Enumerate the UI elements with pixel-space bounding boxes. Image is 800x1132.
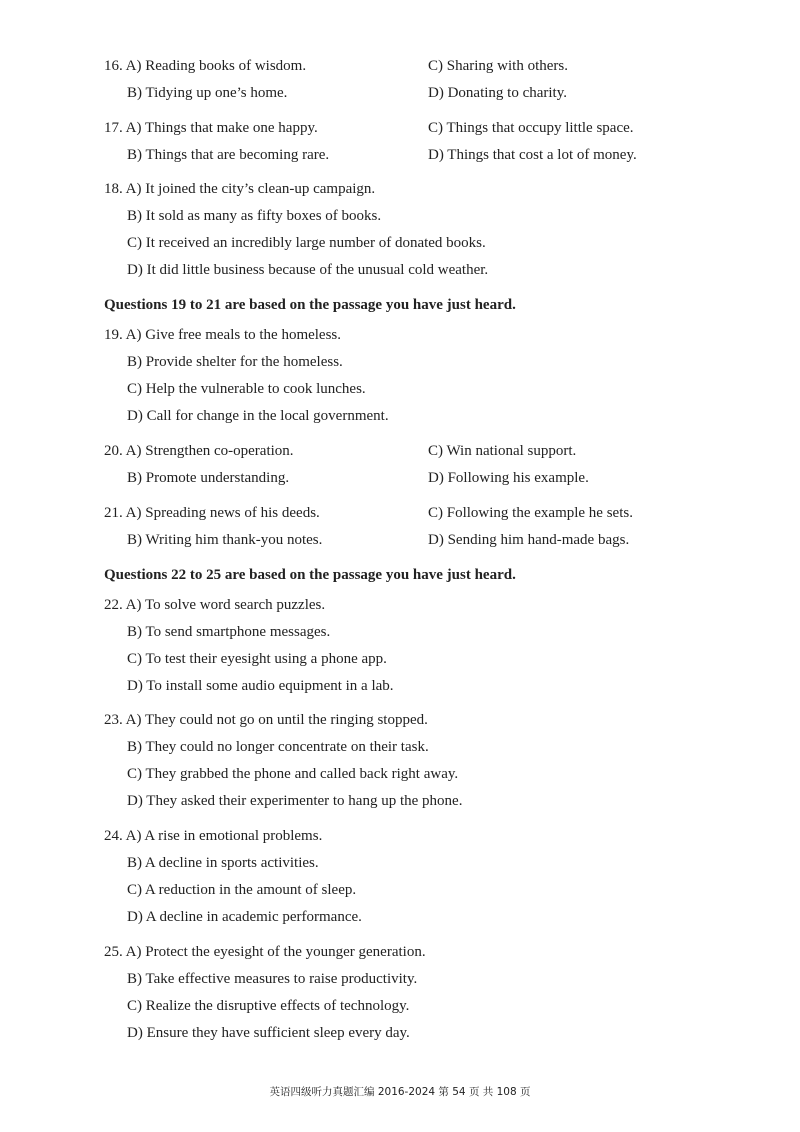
- option-a: 19. A) Give free meals to the homeless.: [104, 327, 342, 343]
- section-heading: Questions 22 to 25 are based on the passage you have just heard.: [104, 567, 516, 583]
- question-18: [104, 176, 488, 284]
- question-20: [104, 438, 589, 492]
- option-d: D) Things that cost a lot of money.: [428, 147, 637, 163]
- question-16: [104, 53, 568, 107]
- option-d: D) Call for change in the local government.: [127, 408, 389, 424]
- option-d: D) To install some audio equipment in a lab.: [127, 678, 394, 694]
- option-b: B) They could no longer concentrate on their task.: [127, 739, 429, 755]
- option-c: C) Following the example he sets.: [428, 505, 633, 521]
- option-c: C) It received an incredibly large number of donated books.: [127, 235, 486, 251]
- question-21: [104, 500, 633, 554]
- option-a: 24. A) A rise in emotional problems.: [104, 828, 323, 844]
- option-a: 18. A) It joined the city’s clean-up campaign.: [104, 181, 376, 197]
- option-c: C) Sharing with others.: [428, 58, 568, 74]
- option-b: B) Tidying up one’s home.: [127, 85, 288, 101]
- option-c: C) Things that occupy little space.: [428, 120, 634, 136]
- option-a: 21. A) Spreading news of his deeds.: [104, 505, 320, 521]
- page-footer: 英语四级听力真题汇编 2016-2024 第 54 页 共 108 页: [269, 1086, 531, 1098]
- option-d: D) It did little business because of the unusual cold weather.: [127, 262, 489, 278]
- option-b: B) Take effective measures to raise productivity.: [127, 971, 418, 987]
- option-b: B) A decline in sports activities.: [127, 855, 319, 871]
- option-c: C) To test their eyesight using a phone app.: [127, 651, 387, 667]
- option-d: D) Donating to charity.: [428, 85, 567, 101]
- option-b: B) Writing him thank-you notes.: [127, 532, 323, 548]
- option-d: D) A decline in academic performance.: [127, 909, 362, 925]
- option-b: B) Provide shelter for the homeless.: [127, 354, 343, 370]
- option-c: C) Help the vulnerable to cook lunches.: [127, 381, 366, 397]
- option-b: B) Things that are becoming rare.: [127, 147, 330, 163]
- option-c: C) They grabbed the phone and called back right away.: [127, 766, 459, 782]
- option-b: B) Promote understanding.: [127, 470, 290, 486]
- option-b: B) To send smartphone messages.: [127, 624, 331, 640]
- option-d: D) Following his example.: [428, 470, 589, 486]
- option-d: D) They asked their experimenter to hang up the phone.: [127, 793, 463, 809]
- option-d: D) Ensure they have sufficient sleep every day.: [127, 1025, 410, 1041]
- option-d: D) Sending him hand-made bags.: [428, 532, 630, 548]
- option-a: 20. A) Strengthen co-operation.: [104, 443, 294, 459]
- question-22: [104, 592, 394, 700]
- option-a: 22. A) To solve word search puzzles.: [104, 597, 326, 613]
- question-23: [104, 707, 462, 815]
- question-25: [104, 939, 426, 1047]
- question-24: [104, 823, 362, 931]
- option-a: 23. A) They could not go on until the ringing stopped.: [104, 712, 428, 728]
- option-c: C) A reduction in the amount of sleep.: [127, 882, 357, 898]
- option-c: C) Win national support.: [428, 443, 577, 459]
- section-heading: Questions 19 to 21 are based on the passage you have just heard.: [104, 297, 516, 313]
- option-a: 16. A) Reading books of wisdom.: [104, 58, 307, 74]
- option-c: C) Realize the disruptive effects of technology.: [127, 998, 410, 1014]
- question-19: [104, 322, 389, 430]
- question-17: [104, 115, 637, 169]
- option-b: B) It sold as many as fifty boxes of books.: [127, 208, 382, 224]
- option-a: 25. A) Protect the eyesight of the younger generation.: [104, 944, 426, 960]
- option-a: 17. A) Things that make one happy.: [104, 120, 318, 136]
